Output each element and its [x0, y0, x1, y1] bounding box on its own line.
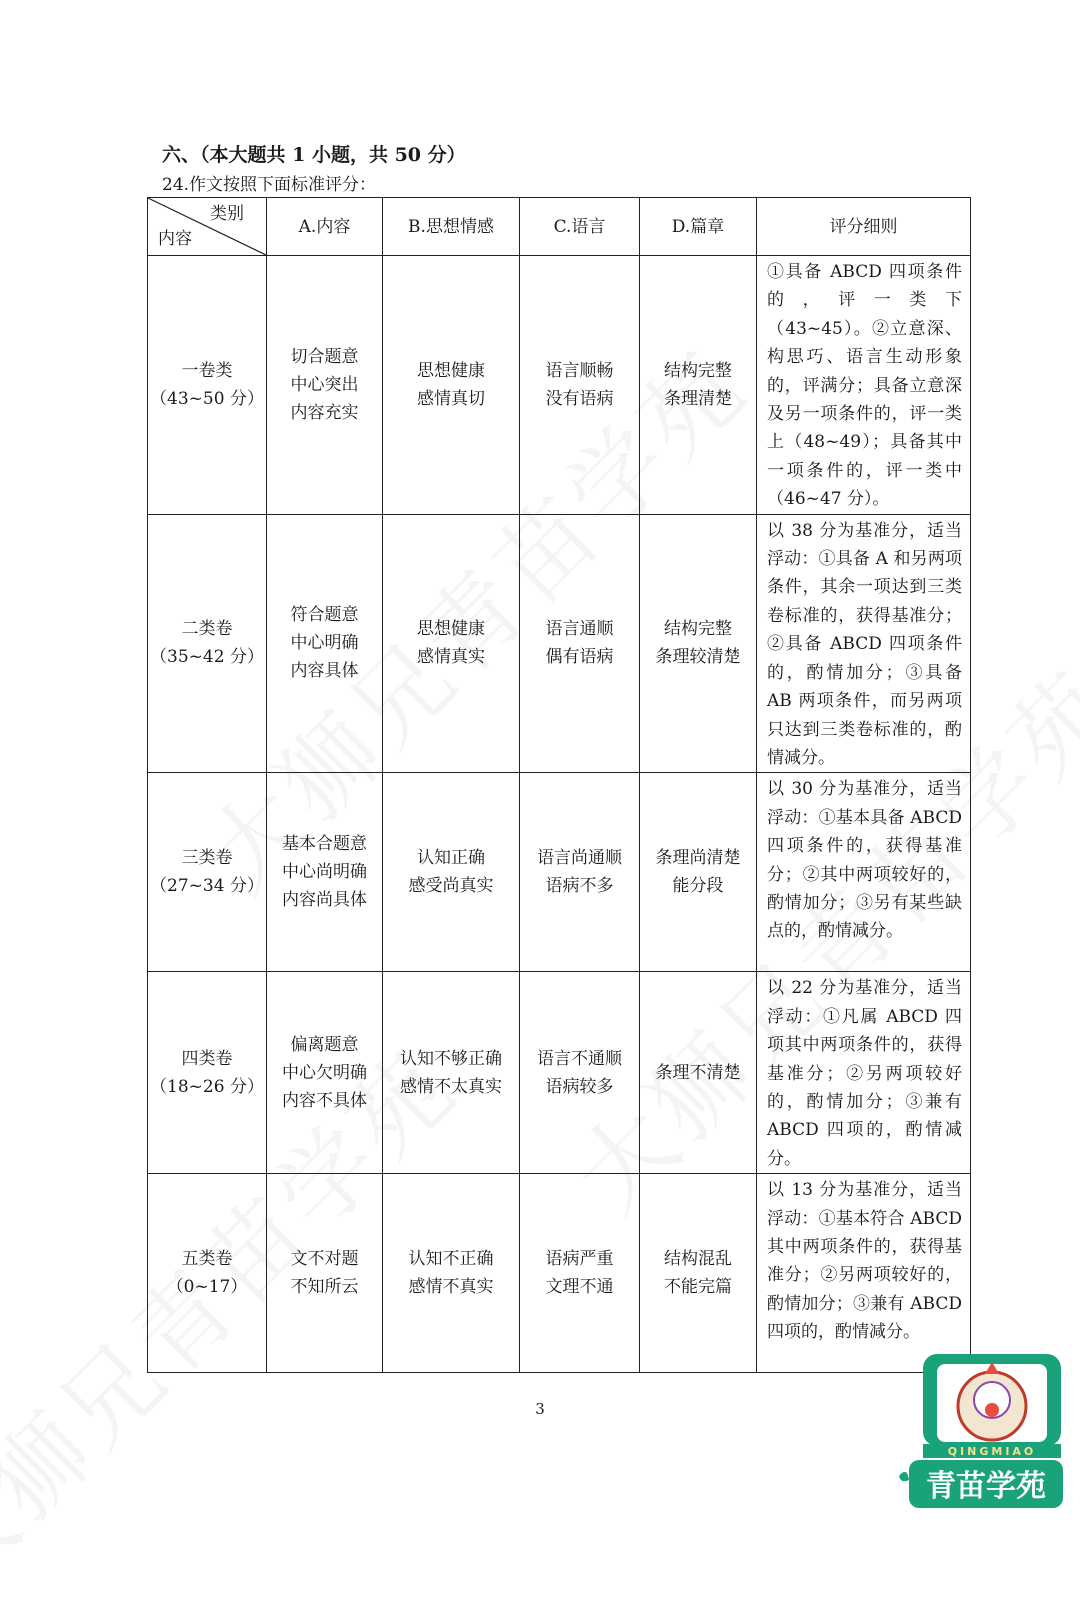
diag-label-category: 类别	[210, 204, 244, 224]
table-row	[148, 256, 971, 515]
section-heading: 六、（本大题共 1 小题，共 50 分）	[162, 144, 466, 166]
category-cell	[148, 514, 267, 773]
content-cell	[267, 514, 383, 773]
cell-text: 内容充实	[290, 402, 359, 423]
cell-text: 认知不正确	[408, 1249, 494, 1270]
cell-text: 内容尚具体	[282, 890, 367, 911]
emotion-cell	[383, 1174, 520, 1373]
cell-text: 感情真切	[417, 388, 485, 409]
cell-text: 内容不具体	[282, 1090, 367, 1111]
cell-text: 条理清楚	[664, 388, 732, 409]
cell-text: 感受尚真实	[408, 876, 494, 897]
cell-text: 结构完整	[664, 619, 732, 640]
category-name: 二类卷	[181, 619, 233, 640]
cell-text: 认知不够正确	[400, 1048, 502, 1069]
table-row	[148, 773, 971, 972]
category-name: 四类卷	[181, 1048, 233, 1069]
emotion-cell	[383, 972, 520, 1174]
cell-text: 切合题意	[290, 346, 359, 367]
cell-text: 语病较多	[545, 1076, 614, 1097]
content-cell	[267, 773, 383, 972]
cell-text: 语言顺畅	[545, 360, 614, 381]
column-header: B.思想情感	[383, 198, 520, 256]
leaf-icon	[899, 1472, 909, 1482]
cell-text: 结构混乱	[664, 1249, 732, 1270]
language-cell	[520, 1174, 640, 1373]
cell-text: 基本合题意	[282, 834, 367, 855]
content-cell	[267, 972, 383, 1174]
language-cell	[520, 514, 640, 773]
cell-text: 中心明确	[290, 633, 359, 654]
table-row	[148, 1174, 971, 1373]
cell-text: 语言尚通顺	[537, 848, 622, 869]
cell-text: 语病严重	[545, 1249, 614, 1270]
column-header: C.语言	[520, 198, 640, 256]
cell-text: 中心突出	[290, 374, 359, 395]
detail-cell: 以 30 分为基准分，适当浮动：①基本具备 ABCD 四项条件的，获得基准分；②其中两项较好的，酌情加分；③另有某些缺点的，酌情减分。	[757, 773, 971, 972]
category-range: （27~34 分）	[150, 876, 264, 897]
content-cell	[267, 1174, 383, 1373]
language-cell	[520, 256, 640, 515]
column-header: D.篇章	[640, 198, 757, 256]
cell-text: 语言通顺	[545, 619, 614, 640]
header-row	[148, 198, 971, 256]
logo-letters: QINGMIAO	[947, 1445, 1037, 1458]
cell-text: 内容具体	[290, 661, 359, 682]
cell-text: 结构完整	[664, 360, 732, 381]
category-cell	[148, 256, 267, 515]
emotion-cell	[383, 514, 520, 773]
detail-cell: ①具备 ABCD 四项条件的，评一类下（43~45）。②立意深、构思巧、语言生动形象的，评满分；具备立意深及另一项条件的，评一类上（48~49）；具备其中一项条件的，评一类中（46~47 分）。	[757, 256, 971, 515]
category-cell	[148, 773, 267, 972]
rubric-table	[147, 197, 971, 1373]
structure-cell	[640, 256, 757, 515]
qingmiao-logo	[895, 1348, 1070, 1518]
cell-text: 思想健康	[417, 360, 485, 381]
cell-text: 思想健康	[417, 619, 485, 640]
cell-text: 不能完篇	[664, 1277, 732, 1298]
cell-text: 文理不通	[545, 1277, 614, 1298]
category-name: 五类卷	[181, 1249, 233, 1270]
cell-text: 感情不太真实	[400, 1076, 502, 1097]
diag-label-content: 内容	[158, 229, 192, 249]
cell-text: 符合题意	[290, 605, 359, 626]
emotion-cell	[383, 773, 520, 972]
table-row	[148, 972, 971, 1174]
diagonal-header-cell	[148, 198, 267, 256]
category-name: 一卷类	[181, 360, 233, 381]
structure-cell	[640, 972, 757, 1174]
structure-cell	[640, 514, 757, 773]
cell-text: 条理尚清楚	[655, 848, 741, 869]
logo-name: 青苗学苑	[926, 1469, 1046, 1504]
language-cell	[520, 773, 640, 972]
cell-text: 条理较清楚	[655, 647, 741, 668]
structure-cell	[640, 773, 757, 972]
cell-text: 能分段	[672, 876, 724, 897]
cell-text: 感情真实	[417, 647, 485, 668]
category-cell	[148, 1174, 267, 1373]
category-range: （43~50 分）	[150, 388, 264, 409]
cell-text: 不知所云	[290, 1277, 359, 1298]
cell-text: 文不对题	[290, 1249, 359, 1270]
category-name: 三类卷	[181, 848, 233, 869]
cell-text: 偏离题意	[290, 1034, 359, 1055]
table-row	[148, 514, 971, 773]
cell-text: 没有语病	[545, 388, 614, 409]
cell-text: 中心欠明确	[282, 1062, 367, 1083]
category-range: （35~42 分）	[150, 647, 264, 668]
cell-text: 条理不清楚	[655, 1062, 741, 1083]
column-header: 评分细则	[757, 198, 971, 256]
intro-text: 24.作文按照下面标准评分：	[162, 175, 377, 195]
cell-text: 语言不通顺	[537, 1048, 622, 1069]
structure-cell	[640, 1174, 757, 1373]
cell-text: 中心尚明确	[282, 862, 367, 883]
emotion-cell	[383, 256, 520, 515]
lion-nose-icon	[985, 1403, 999, 1417]
cell-text: 认知正确	[417, 848, 485, 869]
content-cell	[267, 256, 383, 515]
category-range: （0~17）	[166, 1277, 248, 1298]
column-header: A.内容	[267, 198, 383, 256]
detail-cell: 以 13 分为基准分，适当浮动：①基本符合 ABCD 其中两项条件的，获得基准分；②另两项较好的，酌情加分；③兼有 ABCD 四项的，酌情减分。	[757, 1174, 971, 1373]
cell-text: 语病不多	[545, 876, 614, 897]
language-cell	[520, 972, 640, 1174]
cell-text: 偶有语病	[545, 647, 614, 668]
page-number: 3	[535, 1400, 545, 1418]
detail-cell: 以 38 分为基准分，适当浮动：①具备 A 和另两项条件，其余一项达到三类卷标准的，获得基准分；②具备 ABCD 四项条件的，酌情加分；③具备 AB 两项条件，而另两项只达到三类卷标准的，酌情减分。	[757, 514, 971, 773]
category-range: （18~26 分）	[150, 1076, 264, 1097]
cell-text: 感情不真实	[408, 1277, 494, 1298]
detail-cell: 以 22 分为基准分，适当浮动：①凡属 ABCD 四项其中两项条件的，获得基准分；②另两项较好的，酌情加分；③兼有 ABCD 四项的，酌情减分。	[757, 972, 971, 1174]
category-cell	[148, 972, 267, 1174]
